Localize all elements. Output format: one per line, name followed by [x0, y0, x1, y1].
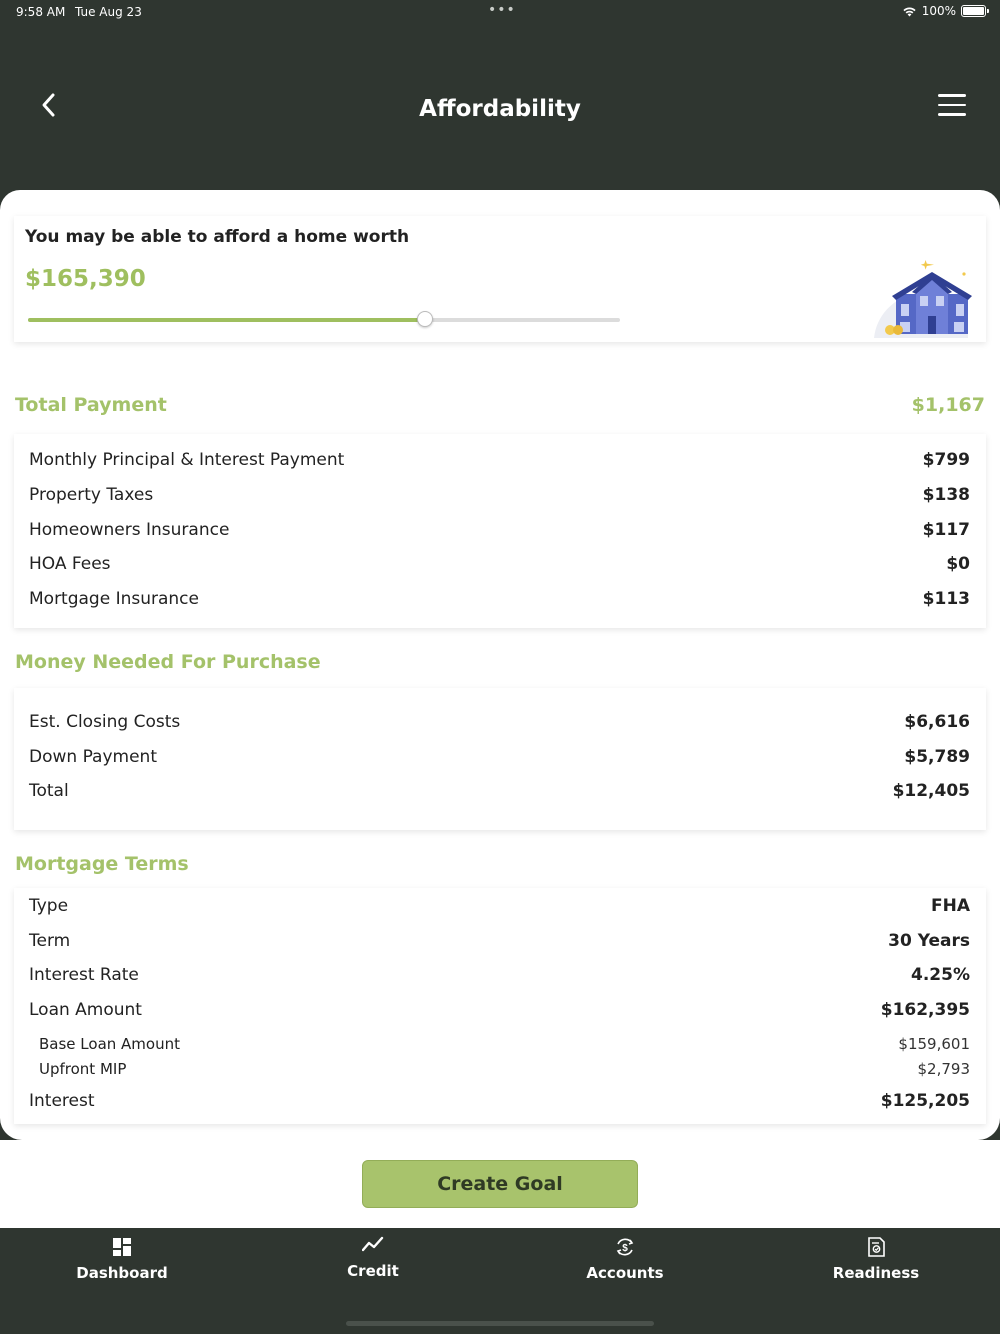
house-illustration-icon — [868, 260, 976, 338]
row-value: $6,616 — [904, 712, 970, 732]
row-value: $2,793 — [917, 1060, 970, 1078]
total-payment-amount: $1,167 — [911, 394, 985, 416]
money-needed-header — [15, 651, 985, 673]
tab-accounts[interactable] — [525, 1236, 725, 1282]
hamburger-icon — [938, 94, 966, 97]
table-row — [39, 1035, 970, 1063]
price-slider[interactable] — [28, 318, 620, 322]
total-payment-header — [15, 394, 985, 416]
status-time: 9:58 AM — [16, 5, 66, 19]
mortgage-terms-card — [14, 888, 986, 1124]
menu-button[interactable] — [938, 94, 966, 118]
create-goal-button[interactable]: Create Goal — [362, 1160, 638, 1208]
row-label: Monthly Principal & Interest Payment — [29, 450, 345, 470]
row-label: Property Taxes — [29, 485, 154, 505]
accounts-dollar-icon — [614, 1236, 636, 1258]
row-value: $12,405 — [892, 781, 970, 801]
row-label: Loan Amount — [29, 1000, 142, 1020]
row-value: $5,789 — [904, 747, 970, 767]
table-row — [29, 1000, 970, 1028]
row-label: Down Payment — [29, 747, 157, 767]
table-row — [29, 554, 970, 582]
table-row — [29, 589, 970, 617]
total-payment-card — [14, 434, 986, 628]
mortgage-terms-title: Mortgage Terms — [15, 853, 189, 875]
table-row — [29, 520, 970, 548]
total-payment-title: Total Payment — [15, 394, 167, 416]
credit-trend-icon — [362, 1234, 384, 1256]
readiness-doc-icon — [865, 1236, 887, 1258]
row-label: Term — [29, 931, 71, 951]
content-sheet — [0, 190, 1000, 1140]
dashboard-icon — [111, 1236, 133, 1258]
home-indicator — [346, 1321, 654, 1326]
row-label: Total — [29, 781, 69, 801]
slider-thumb[interactable] — [417, 311, 433, 327]
afford-headline: You may be able to afford a home worth — [25, 227, 410, 247]
table-row — [29, 485, 970, 513]
row-value: $159,601 — [898, 1035, 970, 1053]
tab-readiness[interactable] — [776, 1236, 976, 1282]
battery-percent: 100% — [921, 4, 956, 18]
tab-dashboard[interactable] — [22, 1236, 222, 1282]
afford-value: $165,390 — [25, 266, 146, 292]
row-value: $113 — [922, 589, 970, 609]
tab-label: Accounts — [586, 1264, 664, 1282]
table-row — [29, 896, 970, 924]
row-value: 4.25% — [911, 965, 970, 985]
tab-label: Readiness — [832, 1264, 920, 1282]
slider-fill — [28, 318, 425, 322]
table-row — [29, 931, 970, 959]
row-label: Base Loan Amount — [39, 1035, 180, 1053]
table-row — [29, 781, 970, 809]
table-row — [29, 450, 970, 478]
table-row — [29, 712, 970, 740]
table-row — [29, 965, 970, 993]
table-row — [29, 747, 970, 775]
svg-text:$: $ — [622, 1243, 628, 1254]
row-value: $162,395 — [880, 1000, 970, 1020]
tab-bar — [0, 1228, 1000, 1334]
table-row — [29, 1091, 970, 1119]
row-label: Est. Closing Costs — [29, 712, 181, 732]
status-right — [902, 4, 986, 18]
tab-label: Credit — [347, 1262, 399, 1280]
table-row — [39, 1060, 970, 1088]
multitasking-dots-icon[interactable]: ••• — [488, 2, 516, 18]
row-value: $138 — [922, 485, 970, 505]
row-label: HOA Fees — [29, 554, 111, 574]
nav-bar — [0, 60, 1000, 160]
row-label: Interest Rate — [29, 965, 139, 985]
row-label: Type — [29, 896, 69, 916]
page-title: Affordability — [419, 96, 581, 122]
status-bar — [0, 0, 1000, 26]
money-needed-card — [14, 688, 986, 830]
mortgage-terms-header — [15, 853, 985, 875]
afford-card — [14, 216, 986, 342]
row-label: Mortgage Insurance — [29, 589, 199, 609]
row-value: $0 — [946, 554, 970, 574]
row-value: $117 — [922, 520, 970, 540]
row-value: 30 Years — [888, 931, 970, 951]
row-label: Upfront MIP — [39, 1060, 127, 1078]
row-label: Interest — [29, 1091, 95, 1111]
row-label: Homeowners Insurance — [29, 520, 230, 540]
row-value: FHA — [931, 896, 970, 916]
row-value: $799 — [922, 450, 970, 470]
status-date: Tue Aug 23 — [75, 5, 142, 19]
battery-icon — [961, 5, 986, 17]
money-needed-title: Money Needed For Purchase — [15, 651, 321, 673]
wifi-icon — [902, 6, 917, 17]
row-value: $125,205 — [880, 1091, 970, 1111]
tab-label: Dashboard — [76, 1264, 168, 1282]
tab-credit[interactable] — [273, 1234, 473, 1280]
